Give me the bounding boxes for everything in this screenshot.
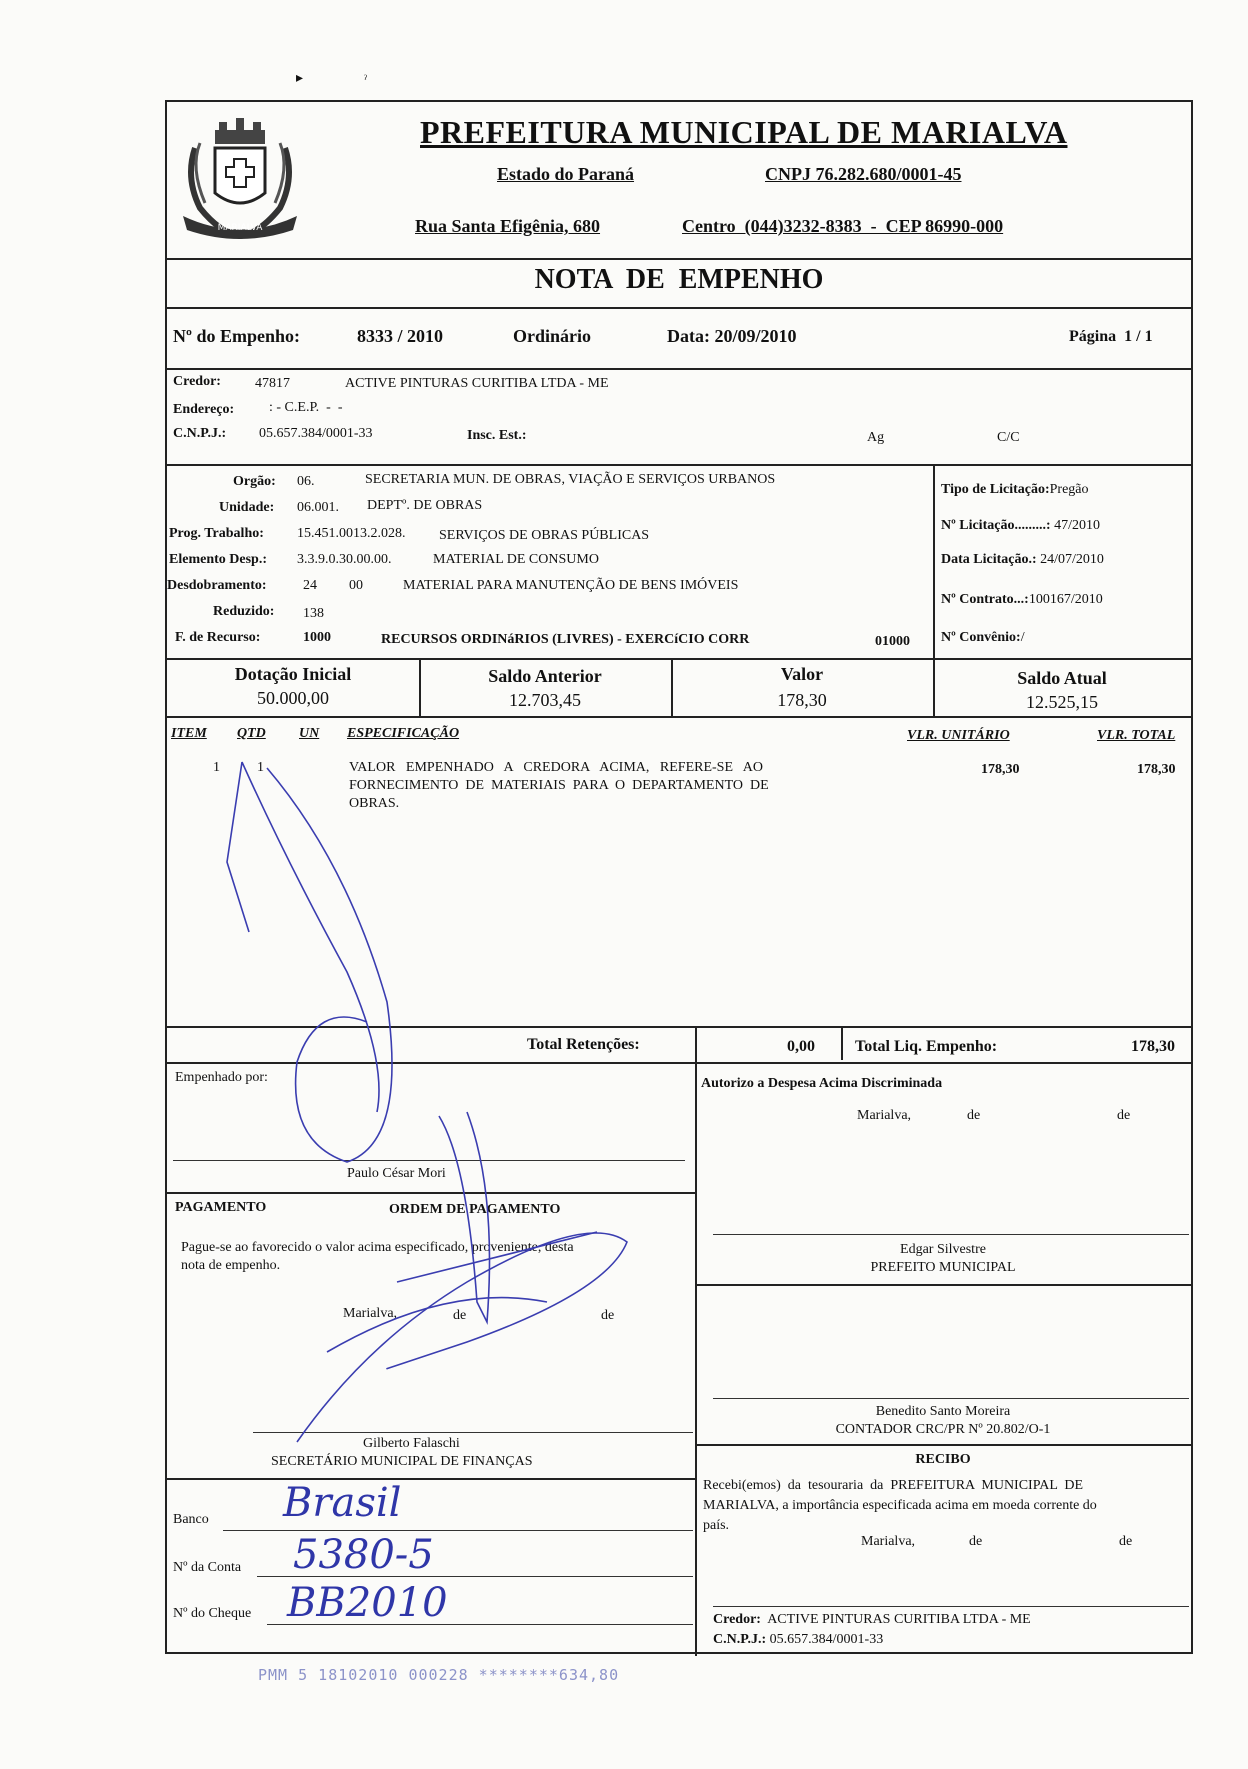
scan-mark: ˀ bbox=[364, 72, 367, 86]
contrato-value: 100167/2010 bbox=[1028, 592, 1103, 607]
convenio-label: Nº Convênio: bbox=[941, 630, 1021, 645]
col-item: ITEM bbox=[171, 726, 207, 741]
empenhado-por-label: Empenhado por: bbox=[175, 1070, 268, 1085]
col-un: UN bbox=[299, 726, 320, 741]
tipo-licitacao-value: Pregão bbox=[1049, 482, 1089, 497]
dotacao-inicial-value: 50.000,00 bbox=[257, 688, 329, 708]
credor-code: 47817 bbox=[255, 376, 290, 391]
contrato bbox=[941, 592, 1103, 608]
tipo-licitacao-label: Tipo de Licitação: bbox=[941, 482, 1050, 497]
fonte-recurso-extra: 01000 bbox=[875, 634, 910, 649]
desdobramento-code-a: 24 bbox=[303, 578, 317, 593]
recibo-credor bbox=[713, 1612, 1031, 1628]
valor-label: Valor bbox=[780, 664, 824, 684]
orgao-code: 06. bbox=[297, 474, 315, 489]
pagamento-de2: de bbox=[601, 1308, 615, 1323]
item-qtd: 1 bbox=[257, 760, 264, 775]
empenho-form bbox=[165, 100, 1193, 1654]
municipality-title: PREFEITURA MUNICIPAL DE MARIALVA bbox=[420, 114, 1068, 150]
contrato-label: Nº Contrato...: bbox=[941, 592, 1029, 607]
saldo-atual-value: 12.525,15 bbox=[1026, 692, 1098, 712]
autorizo-de1: de bbox=[967, 1108, 981, 1123]
empenho-type: Ordinário bbox=[513, 326, 592, 346]
prefeito-role: PREFEITO MUNICIPAL bbox=[870, 1260, 1016, 1275]
cheque-value: BB2010 bbox=[287, 1580, 448, 1626]
total-liq-value: 178,30 bbox=[1131, 1038, 1175, 1055]
cnpj-credor-label: C.N.P.J.: bbox=[173, 426, 227, 441]
ag-label: Ag bbox=[867, 430, 885, 445]
recibo-text-line3: país. bbox=[703, 1518, 730, 1533]
recibo-de1: de bbox=[969, 1534, 983, 1549]
prog-trabalho-label: Prog. Trabalho: bbox=[169, 526, 264, 541]
fonte-recurso-label: F. de Recurso: bbox=[175, 630, 261, 645]
autorizo-place: Marialva, bbox=[857, 1108, 912, 1123]
num-licitacao bbox=[941, 518, 1100, 534]
empenhado-por-name: Paulo César Mori bbox=[347, 1166, 446, 1181]
reduzido-label: Reduzido: bbox=[213, 604, 275, 619]
total-retencoes-label: Total Retenções: bbox=[527, 1036, 640, 1053]
svg-text:MARIALVA: MARIALVA bbox=[217, 223, 263, 233]
recibo-credor-label: Credor: bbox=[713, 1612, 761, 1627]
convenio-value: / bbox=[1020, 630, 1025, 645]
unidade-desc: DEPTº. DE OBRAS bbox=[367, 498, 483, 513]
elemento-code: 3.3.9.0.30.00.00. bbox=[297, 552, 392, 567]
item-vlr-unitario: 178,30 bbox=[981, 762, 1020, 777]
pagamento-text-line1: Pague-se ao favorecido o valor acima especificado, proveniente, desta bbox=[181, 1240, 574, 1255]
col-especificacao: ESPECIFICAÇÃO bbox=[347, 726, 460, 741]
pagamento-de1: de bbox=[453, 1308, 467, 1323]
data-licitacao-label: Data Licitação.: bbox=[941, 552, 1037, 567]
recibo-cnpj bbox=[713, 1632, 883, 1648]
fonte-recurso-code: 1000 bbox=[303, 630, 331, 645]
credor-name: ACTIVE PINTURAS CURITIBA LTDA - ME bbox=[345, 376, 609, 391]
col-vlr-total: VLR. TOTAL bbox=[1097, 728, 1176, 743]
item-espec-line2: FORNECIMENTO DE MATERIAIS PARA O DEPARTAMENTO DE bbox=[349, 778, 769, 793]
cheque-label: Nº do Cheque bbox=[173, 1606, 252, 1621]
prog-trabalho-desc: SERVIÇOS DE OBRAS PÚBLICAS bbox=[439, 528, 650, 543]
contador-name: Benedito Santo Moreira bbox=[875, 1404, 1011, 1419]
pagamento-place: Marialva, bbox=[343, 1306, 398, 1321]
scan-mark: ▸ bbox=[296, 71, 304, 86]
saldo-anterior-label: Saldo Anterior bbox=[488, 666, 602, 686]
conta-value: 5380-5 bbox=[293, 1532, 434, 1578]
item-espec-line3: OBRAS. bbox=[349, 796, 400, 811]
coat-of-arms-icon bbox=[175, 108, 305, 243]
tipo-licitacao bbox=[941, 482, 1089, 498]
address-label: Rua Santa Efigênia, 680 bbox=[415, 216, 601, 236]
secretario-name: Gilberto Falaschi bbox=[363, 1436, 460, 1451]
page-indicator: Página 1 / 1 bbox=[1069, 328, 1153, 345]
elemento-desc: MATERIAL DE CONSUMO bbox=[433, 552, 599, 567]
recibo-cnpj-label: C.N.P.J.: bbox=[713, 1632, 767, 1647]
valor-value: 178,30 bbox=[777, 690, 827, 710]
data-licitacao bbox=[941, 552, 1104, 568]
banco-value: Brasil bbox=[283, 1480, 402, 1526]
recibo-de2: de bbox=[1119, 1534, 1133, 1549]
num-licitacao-label: Nº Licitação.........: bbox=[941, 518, 1051, 533]
num-licitacao-value: 47/2010 bbox=[1054, 518, 1100, 533]
recibo-title: RECIBO bbox=[915, 1452, 971, 1467]
elemento-label: Elemento Desp.: bbox=[169, 552, 267, 567]
saldo-anterior-value: 12.703,45 bbox=[509, 690, 581, 710]
unidade-code: 06.001. bbox=[297, 500, 339, 515]
ordem-pagamento: ORDEM DE PAGAMENTO bbox=[389, 1202, 561, 1217]
secretario-role: SECRETÁRIO MUNICIPAL DE FINANÇAS bbox=[271, 1454, 533, 1469]
orgao-label: Orgão: bbox=[233, 474, 276, 489]
processing-stamp: PMM 5 18102010 000228 ********634,80 bbox=[258, 1666, 620, 1684]
fonte-recurso-desc: RECURSOS ORDINáRIOS (LIVRES) - EXERCíCIO CORR bbox=[381, 632, 750, 647]
pagamento-text-line2: nota de empenho. bbox=[181, 1258, 281, 1273]
cnpj-label: CNPJ 76.282.680/0001-45 bbox=[765, 164, 962, 184]
data-licitacao-value: 24/07/2010 bbox=[1040, 552, 1104, 567]
autorizo-de2: de bbox=[1117, 1108, 1131, 1123]
saldo-atual-label: Saldo Atual bbox=[1017, 668, 1107, 688]
pagamento-title: PAGAMENTO bbox=[175, 1200, 267, 1215]
credor-label: Credor: bbox=[173, 374, 221, 389]
recibo-credor-value: ACTIVE PINTURAS CURITIBA LTDA - ME bbox=[767, 1612, 1031, 1627]
state-label: Estado do Paraná bbox=[497, 164, 635, 184]
endereco-value: : - C.E.P. - - bbox=[269, 400, 343, 415]
endereco-label: Endereço: bbox=[173, 402, 235, 417]
district-phone-cep: Centro (044)3232-8383 - CEP 86990-000 bbox=[682, 216, 1004, 236]
empenho-number-label: Nº do Empenho: bbox=[173, 326, 300, 346]
total-retencoes-value: 0,00 bbox=[787, 1038, 815, 1055]
recibo-text-line1: Recebi(emos) da tesouraria da PREFEITURA MUNICIPAL DE bbox=[703, 1478, 1084, 1493]
desdobramento-label: Desdobramento: bbox=[167, 578, 267, 593]
cc-label: C/C bbox=[997, 430, 1020, 445]
orgao-desc: SECRETARIA MUN. DE OBRAS, VIAÇÃO E SERVIÇOS URBANOS bbox=[365, 472, 776, 487]
conta-label: Nº da Conta bbox=[173, 1560, 242, 1575]
insc-est-label: Insc. Est.: bbox=[467, 428, 527, 443]
item-espec-line1: VALOR EMPENHADO A CREDORA ACIMA, REFERE-SE AO bbox=[349, 760, 763, 775]
dotacao-inicial-label: Dotação Inicial bbox=[234, 664, 352, 684]
prefeito-name: Edgar Silvestre bbox=[900, 1242, 986, 1257]
desdobramento-code-b: 00 bbox=[349, 578, 363, 593]
convenio bbox=[941, 630, 1025, 646]
item-number: 1 bbox=[213, 760, 220, 775]
autorizo-label: Autorizo a Despesa Acima Discriminada bbox=[701, 1076, 943, 1091]
reduzido-code: 138 bbox=[303, 606, 324, 621]
col-qtd: QTD bbox=[237, 726, 266, 741]
document-title: NOTA DE EMPENHO bbox=[534, 264, 824, 295]
empenho-number: 8333 / 2010 bbox=[357, 326, 444, 346]
contador-role: CONTADOR CRC/PR Nº 20.802/O-1 bbox=[835, 1422, 1051, 1437]
prog-trabalho-code: 15.451.0013.2.028. bbox=[297, 526, 406, 541]
recibo-place: Marialva, bbox=[861, 1534, 916, 1549]
empenho-date: Data: 20/09/2010 bbox=[667, 326, 797, 346]
col-vlr-unitario: VLR. UNITÁRIO bbox=[907, 728, 1010, 743]
recibo-cnpj-value: 05.657.384/0001-33 bbox=[769, 1632, 884, 1647]
total-liq-label: Total Liq. Empenho: bbox=[855, 1038, 998, 1055]
cnpj-credor-value: 05.657.384/0001-33 bbox=[259, 426, 373, 441]
unidade-label: Unidade: bbox=[219, 500, 275, 515]
item-vlr-total: 178,30 bbox=[1137, 762, 1176, 777]
banco-label: Banco bbox=[173, 1512, 209, 1527]
recibo-text-line2: MARIALVA, a importância especificada acima em moeda corrente do bbox=[703, 1498, 1097, 1513]
desdobramento-desc: MATERIAL PARA MANUTENÇÃO DE BENS IMÓVEIS bbox=[403, 578, 739, 593]
